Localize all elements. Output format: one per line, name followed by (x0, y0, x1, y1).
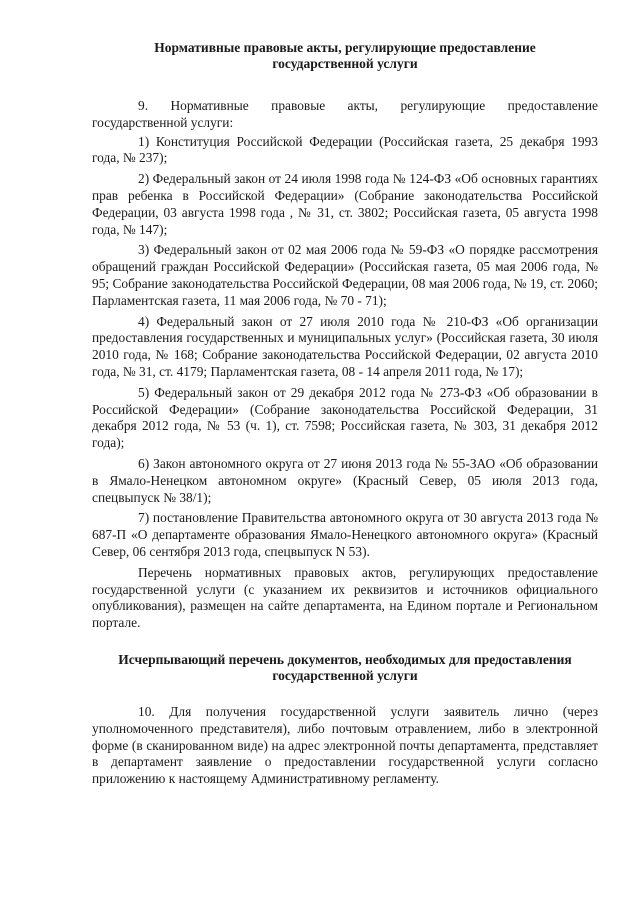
heading-line-2: государственной услуги (272, 667, 418, 683)
heading-line-2: государственной услуги (272, 56, 418, 71)
list-item-law-210: 4) Федеральный закон от 27 июля 2010 года № 210-ФЗ «Об организации предоставления государственных и муниципальных услуг» (Российская газета, 30 июля 2010 года, № 168; Собрание законодательства Российской Федерации, 02 августа 2010 года, № 31, ст. 4179; Парламентская газета, 08 - 14 апреля 2011 года, № 17); (92, 313, 598, 379)
section-heading-normative-acts (92, 40, 598, 72)
heading-line-1: Нормативные правовые акты, регулирующие предоставление (154, 40, 536, 55)
list-item-law-55-zao: 6) Закон автономного округа от 27 июня 2013 года № 55-ЗАО «Об образовании в Ямало-Ненецком автономном округе» (Красный Север, 05 июля 2013 года, спецвыпуск № 38/1); (92, 455, 598, 505)
paragraph-10: 10. Для получения государственной услуги заявитель лично (через уполномоченного представителя), либо почтовым отравлением, либо в электронной форме (в сканированном виде) на адрес электронной почты департамента, представляет в департамент заявление о предоставлении государственной услуги согласно приложению к настоящему Административному регламенту. (92, 703, 598, 787)
section-heading-documents (92, 652, 598, 684)
list-item-constitution: 1) Конституция Российской Федерации (Российская газета, 25 декабря 1993 года, № 237); (92, 133, 598, 166)
list-item-law-273: 5) Федеральный закон от 29 декабря 2012 года № 273-ФЗ «Об образовании в Российской Федерации» (Собрание законодательства Российской Федерации, 31 декабря 2012 года, № 53 (ч. 1), ст. 7598; Российская газета, № 303, 31 декабря 2012 года); (92, 384, 598, 451)
list-item-law-124: 2) Федеральный закон от 24 июля 1998 года № 124-ФЗ «Об основных гарантиях прав ребенка в Российской Федерации» (Собрание законодательства Российской Федерации, 03 августа 1998 года , № 31, ст. 3802; Российская газета, 05 августа 1998 года, № 147); (92, 171, 598, 237)
list-item-law-59: 3) Федеральный закон от 02 мая 2006 года № 59-ФЗ «О порядке рассмотрения обращений граждан Российской Федерации» (Российская газета, 05 мая 2006 года, № 95; Собрание законодательства Российской Федерации, 08 мая 2006 года, № 19, ст. 2060; Парламентская газета, 11 мая 2006 года, № 70 - 71); (92, 242, 598, 308)
paragraph-9-intro: 9. Нормативные правовые акты, регулирующие предоставление государственной услуги: (92, 98, 598, 130)
document-page (92, 40, 598, 788)
paragraph-acts-closing: Перечень нормативных правовых актов, регулирующих предоставление государственной услуги (с указанием их реквизитов и источников официального опубликования), размещен на сайте департамента, на Едином портале и Региональном портале. (92, 564, 598, 631)
list-item-decree-687: 7) постановление Правительства автономного округа от 30 августа 2013 года № 687-П «О департаменте образования Ямало-Ненецкого автономного округа» (Красный Север, 06 сентября 2013 года, спецвыпуск N 53). (92, 510, 598, 559)
heading-line-1: Исчерпывающий перечень документов, необходимых для предоставления (118, 651, 572, 667)
